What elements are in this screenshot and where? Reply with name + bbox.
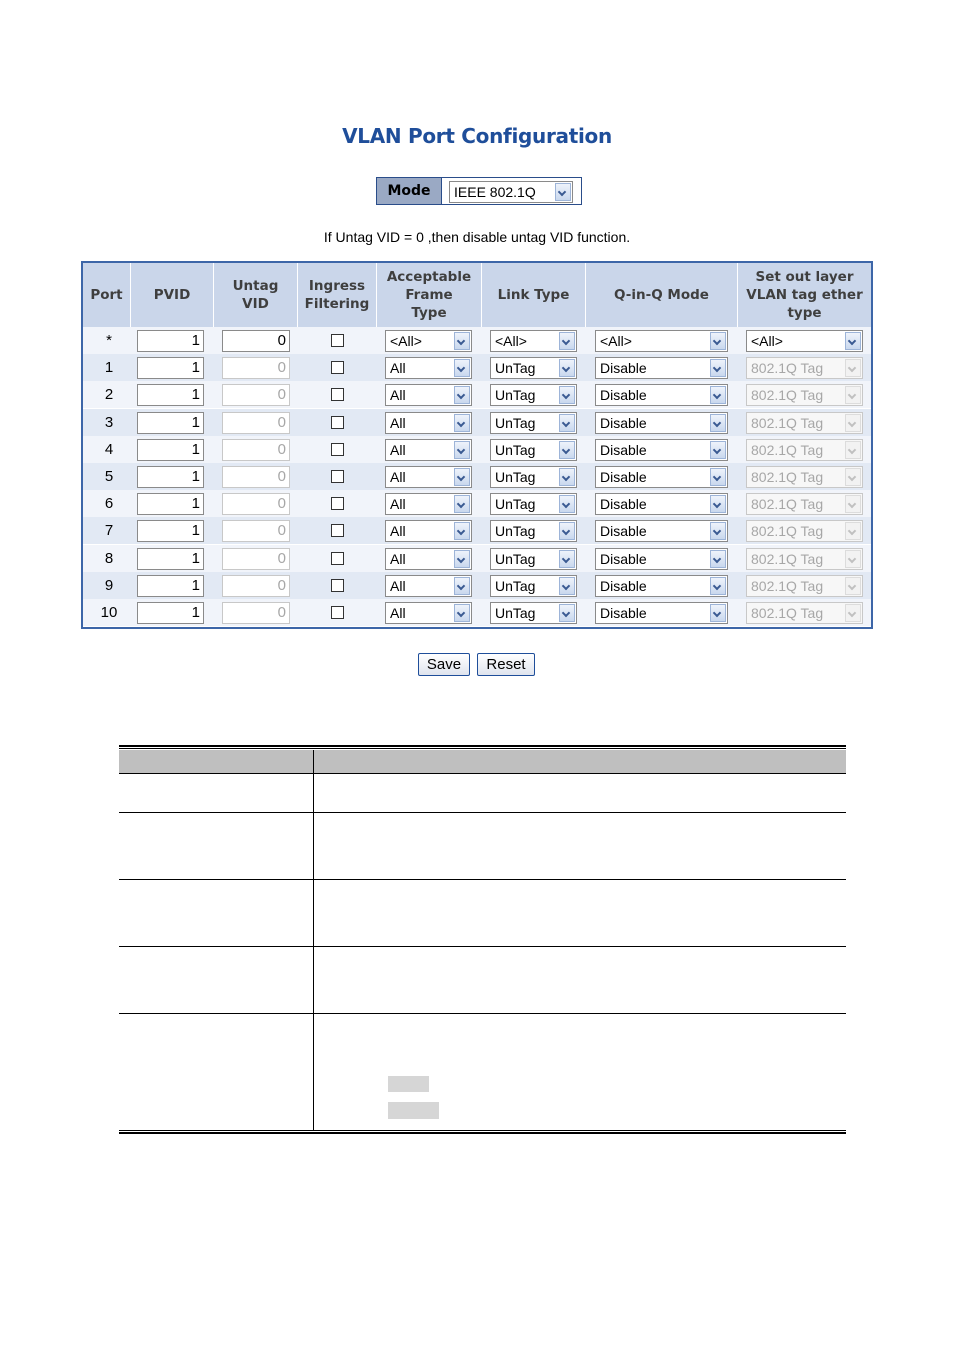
chevron-down-icon: [710, 359, 726, 377]
desc-row-rule: [119, 946, 846, 947]
chevron-down-icon: [710, 414, 726, 432]
header-port: Port: [83, 263, 131, 327]
table-row: [83, 599, 871, 626]
chevron-down-icon: [559, 577, 575, 595]
header-acceptable-frame-type: Acceptable Frame Type: [377, 263, 482, 327]
mode-select-value: IEEE 802.1Q: [454, 184, 536, 200]
link-type-select[interactable]: [490, 602, 577, 624]
frame-type-select[interactable]: [385, 330, 472, 352]
ingress-filtering-checkbox[interactable]: [331, 606, 344, 619]
frame-type-value: All: [390, 360, 406, 377]
outer-tpid-select: [746, 602, 863, 624]
ingress-filtering-checkbox[interactable]: [331, 334, 344, 347]
link-type-value: UnTag: [495, 414, 536, 431]
frame-type-value: All: [390, 387, 406, 404]
chevron-down-icon: [454, 386, 470, 404]
untag-vid-input: 0: [222, 602, 290, 624]
chevron-down-icon: [454, 414, 470, 432]
chevron-down-icon: [845, 522, 861, 540]
desc-bottom-rule-thin: [119, 1130, 846, 1131]
untag-vid-input: 0: [222, 439, 290, 461]
ingress-filtering-checkbox[interactable]: [331, 443, 344, 456]
ingress-filtering-checkbox[interactable]: [331, 552, 344, 565]
pvid-input[interactable]: 1: [137, 384, 204, 406]
chevron-down-icon: [555, 183, 571, 201]
vlan-port-table: [81, 261, 873, 629]
qinq-mode-select[interactable]: [595, 384, 728, 406]
ingress-filtering-checkbox[interactable]: [331, 579, 344, 592]
port-cell: 1: [104, 359, 114, 377]
port-cell: 3: [104, 413, 114, 431]
frame-type-value: All: [390, 605, 406, 621]
chevron-down-icon: [710, 577, 726, 595]
chevron-down-icon: [845, 359, 861, 377]
outer-tpid-value: 802.1Q Tag: [751, 605, 824, 621]
qinq-mode-value: Disable: [600, 469, 647, 485]
frame-type-select[interactable]: [385, 602, 472, 624]
link-type-select[interactable]: [490, 493, 577, 515]
pvid-input[interactable]: 1: [137, 412, 204, 434]
port-cell: 5: [104, 468, 114, 485]
qinq-mode-value: Disable: [600, 387, 647, 404]
link-type-value: UnTag: [495, 441, 536, 458]
frame-type-select[interactable]: [385, 493, 472, 515]
outer-tpid-select: [746, 520, 863, 542]
desc-highlight: [388, 1102, 439, 1119]
chevron-down-icon: [559, 468, 575, 486]
qinq-mode-select[interactable]: [595, 439, 728, 461]
desc-row-rule: [119, 812, 846, 813]
link-type-select[interactable]: [490, 575, 577, 597]
outer-tpid-value: 802.1Q Tag: [751, 550, 824, 567]
table-row: [83, 545, 871, 572]
pvid-input[interactable]: 1: [137, 330, 204, 352]
link-type-value: UnTag: [495, 523, 536, 540]
frame-type-value: All: [390, 414, 406, 431]
chevron-down-icon: [559, 414, 575, 432]
ingress-filtering-checkbox[interactable]: [331, 361, 344, 374]
link-type-value: UnTag: [495, 550, 536, 567]
qinq-mode-value: Disable: [600, 360, 647, 377]
outer-tpid-select: [746, 466, 863, 488]
table-row: [83, 409, 871, 436]
chevron-down-icon: [454, 332, 470, 350]
table-row: [83, 490, 871, 517]
mode-label: Mode: [377, 178, 442, 204]
ingress-filtering-checkbox[interactable]: [331, 470, 344, 483]
outer-tpid-select: [746, 493, 863, 515]
link-type-value: UnTag: [495, 496, 536, 513]
port-cell: 4: [104, 440, 114, 458]
frame-type-select[interactable]: [385, 575, 472, 597]
link-type-select[interactable]: [490, 548, 577, 570]
link-type-select[interactable]: [490, 384, 577, 406]
qinq-mode-value: <All>: [600, 333, 632, 349]
frame-type-select[interactable]: [385, 384, 472, 406]
desc-header-bar: [119, 750, 846, 773]
pvid-input[interactable]: 1: [137, 602, 204, 624]
link-type-select[interactable]: [490, 520, 577, 542]
ingress-filtering-checkbox[interactable]: [331, 524, 344, 537]
chevron-down-icon: [710, 604, 726, 622]
chevron-down-icon: [454, 359, 470, 377]
frame-type-value: All: [390, 577, 406, 594]
desc-column-divider: [313, 750, 314, 1131]
header-outer-tpid: Set out layer VLAN tag ether type: [738, 263, 871, 327]
chevron-down-icon: [710, 332, 726, 350]
qinq-mode-value: Disable: [600, 496, 647, 513]
outer-tpid-value: 802.1Q Tag: [751, 577, 824, 594]
outer-tpid-value: 802.1Q Tag: [751, 441, 824, 458]
outer-tpid-value: <All>: [751, 333, 783, 349]
frame-type-select[interactable]: [385, 412, 472, 434]
chevron-down-icon: [454, 495, 470, 513]
link-type-value: UnTag: [495, 360, 536, 377]
qinq-mode-select[interactable]: [595, 520, 728, 542]
qinq-mode-select[interactable]: [595, 602, 728, 624]
mode-selector: [376, 177, 582, 205]
outer-tpid-select[interactable]: [746, 330, 863, 352]
chevron-down-icon: [454, 604, 470, 622]
chevron-down-icon: [845, 468, 861, 486]
port-cell: 9: [104, 576, 114, 594]
qinq-mode-select[interactable]: [595, 412, 728, 434]
save-button[interactable]: Save: [418, 653, 470, 676]
desc-bottom-rule: [119, 1132, 846, 1134]
pvid-input[interactable]: 1: [137, 466, 204, 488]
pvid-input[interactable]: 1: [137, 575, 204, 597]
frame-type-select[interactable]: [385, 548, 472, 570]
frame-type-select[interactable]: [385, 466, 472, 488]
chevron-down-icon: [845, 386, 861, 404]
qinq-mode-value: Disable: [600, 605, 647, 621]
outer-tpid-select: [746, 384, 863, 406]
outer-tpid-select: [746, 357, 863, 379]
desc-row-rule: [119, 773, 846, 774]
table-row: [83, 327, 871, 354]
frame-type-select[interactable]: [385, 520, 472, 542]
table-row: [83, 354, 871, 381]
link-type-value: UnTag: [495, 577, 536, 594]
untag-vid-input: 0: [222, 548, 290, 570]
chevron-down-icon: [710, 386, 726, 404]
qinq-mode-select[interactable]: [595, 493, 728, 515]
desc-top-rule: [119, 745, 846, 747]
qinq-mode-select[interactable]: [595, 330, 728, 352]
qinq-mode-value: Disable: [600, 577, 647, 594]
link-type-value: UnTag: [495, 387, 536, 404]
untag-vid-input: 0: [222, 357, 290, 379]
outer-tpid-value: 802.1Q Tag: [751, 496, 824, 513]
desc-row-rule: [119, 879, 846, 880]
reset-button[interactable]: Reset: [477, 653, 535, 676]
header-ingress-filtering: Ingress Filtering: [298, 263, 377, 327]
frame-type-value: All: [390, 523, 406, 540]
header-untag-vid: Untag VID: [214, 263, 298, 327]
chevron-down-icon: [845, 441, 861, 459]
outer-tpid-select: [746, 439, 863, 461]
port-cell: 2: [104, 386, 114, 404]
header-qinq-mode: Q-in-Q Mode: [586, 263, 738, 327]
chevron-down-icon: [454, 522, 470, 540]
ingress-filtering-checkbox[interactable]: [331, 416, 344, 429]
link-type-value: UnTag: [495, 605, 536, 621]
chevron-down-icon: [454, 577, 470, 595]
chevron-down-icon: [710, 550, 726, 568]
chevron-down-icon: [559, 359, 575, 377]
header-pvid: PVID: [131, 263, 214, 327]
pvid-input[interactable]: 1: [137, 439, 204, 461]
chevron-down-icon: [559, 604, 575, 622]
untag-vid-input: 0: [222, 493, 290, 515]
frame-type-value: All: [390, 496, 406, 513]
chevron-down-icon: [454, 468, 470, 486]
pvid-input[interactable]: 1: [137, 520, 204, 542]
link-type-select[interactable]: [490, 412, 577, 434]
ingress-filtering-checkbox[interactable]: [331, 388, 344, 401]
chevron-down-icon: [845, 577, 861, 595]
header-link-type: Link Type: [482, 263, 586, 327]
pvid-input[interactable]: 1: [137, 493, 204, 515]
mode-select[interactable]: [449, 181, 573, 203]
chevron-down-icon: [559, 386, 575, 404]
untag-vid-input: 0: [222, 575, 290, 597]
outer-tpid-value: 802.1Q Tag: [751, 360, 824, 377]
port-cell: 6: [104, 495, 114, 513]
link-type-select[interactable]: [490, 466, 577, 488]
frame-type-value: All: [390, 469, 406, 485]
chevron-down-icon: [559, 441, 575, 459]
page-title: VLAN Port Configuration: [342, 124, 612, 148]
frame-type-select[interactable]: [385, 357, 472, 379]
frame-type-select[interactable]: [385, 439, 472, 461]
qinq-mode-value: Disable: [600, 523, 647, 540]
untag-vid-input: 0: [222, 466, 290, 488]
chevron-down-icon: [710, 495, 726, 513]
link-type-value: UnTag: [495, 469, 536, 485]
chevron-down-icon: [845, 604, 861, 622]
link-type-select[interactable]: [490, 357, 577, 379]
chevron-down-icon: [710, 441, 726, 459]
frame-type-value: <All>: [390, 333, 422, 349]
untag-vid-input: 0: [222, 520, 290, 542]
qinq-mode-select[interactable]: [595, 466, 728, 488]
qinq-mode-value: Disable: [600, 550, 647, 567]
chevron-down-icon: [454, 550, 470, 568]
chevron-down-icon: [559, 332, 575, 350]
qinq-mode-select[interactable]: [595, 575, 728, 597]
pvid-input[interactable]: 1: [137, 357, 204, 379]
link-type-select[interactable]: [490, 330, 577, 352]
desc-highlight: [388, 1076, 429, 1092]
untag-vid-input: 0: [222, 412, 290, 434]
outer-tpid-value: 802.1Q Tag: [751, 469, 824, 485]
outer-tpid-value: 802.1Q Tag: [751, 523, 824, 540]
port-cell: 8: [104, 549, 114, 567]
outer-tpid-select: [746, 548, 863, 570]
untag-vid-input: 0: [222, 384, 290, 406]
table-row: [83, 463, 871, 490]
chevron-down-icon: [845, 550, 861, 568]
chevron-down-icon: [710, 468, 726, 486]
chevron-down-icon: [559, 550, 575, 568]
table-row: [83, 436, 871, 463]
untag-vid-input[interactable]: 0: [222, 330, 290, 352]
outer-tpid-value: 802.1Q Tag: [751, 387, 824, 404]
frame-type-value: All: [390, 550, 406, 567]
chevron-down-icon: [559, 495, 575, 513]
link-type-select[interactable]: [490, 439, 577, 461]
pvid-input[interactable]: 1: [137, 548, 204, 570]
qinq-mode-select[interactable]: [595, 548, 728, 570]
desc-row-rule: [119, 1013, 846, 1014]
frame-type-value: All: [390, 441, 406, 458]
link-type-value: <All>: [495, 333, 527, 349]
ingress-filtering-checkbox[interactable]: [331, 497, 344, 510]
outer-tpid-select: [746, 575, 863, 597]
table-row: [83, 517, 871, 544]
table-row: [83, 381, 871, 408]
port-cell: 10: [100, 604, 118, 621]
outer-tpid-value: 802.1Q Tag: [751, 414, 824, 431]
chevron-down-icon: [845, 332, 861, 350]
chevron-down-icon: [845, 495, 861, 513]
qinq-mode-value: Disable: [600, 414, 647, 431]
untag-note: If Untag VID = 0 ,then disable untag VID function.: [323, 229, 631, 245]
port-cell: *: [106, 332, 112, 349]
chevron-down-icon: [845, 414, 861, 432]
qinq-mode-select[interactable]: [595, 357, 728, 379]
port-cell: 7: [104, 522, 114, 540]
desc-top-rule-thin: [119, 748, 846, 749]
chevron-down-icon: [710, 522, 726, 540]
table-row: [83, 572, 871, 599]
outer-tpid-select: [746, 412, 863, 434]
chevron-down-icon: [559, 522, 575, 540]
chevron-down-icon: [454, 441, 470, 459]
qinq-mode-value: Disable: [600, 441, 647, 458]
